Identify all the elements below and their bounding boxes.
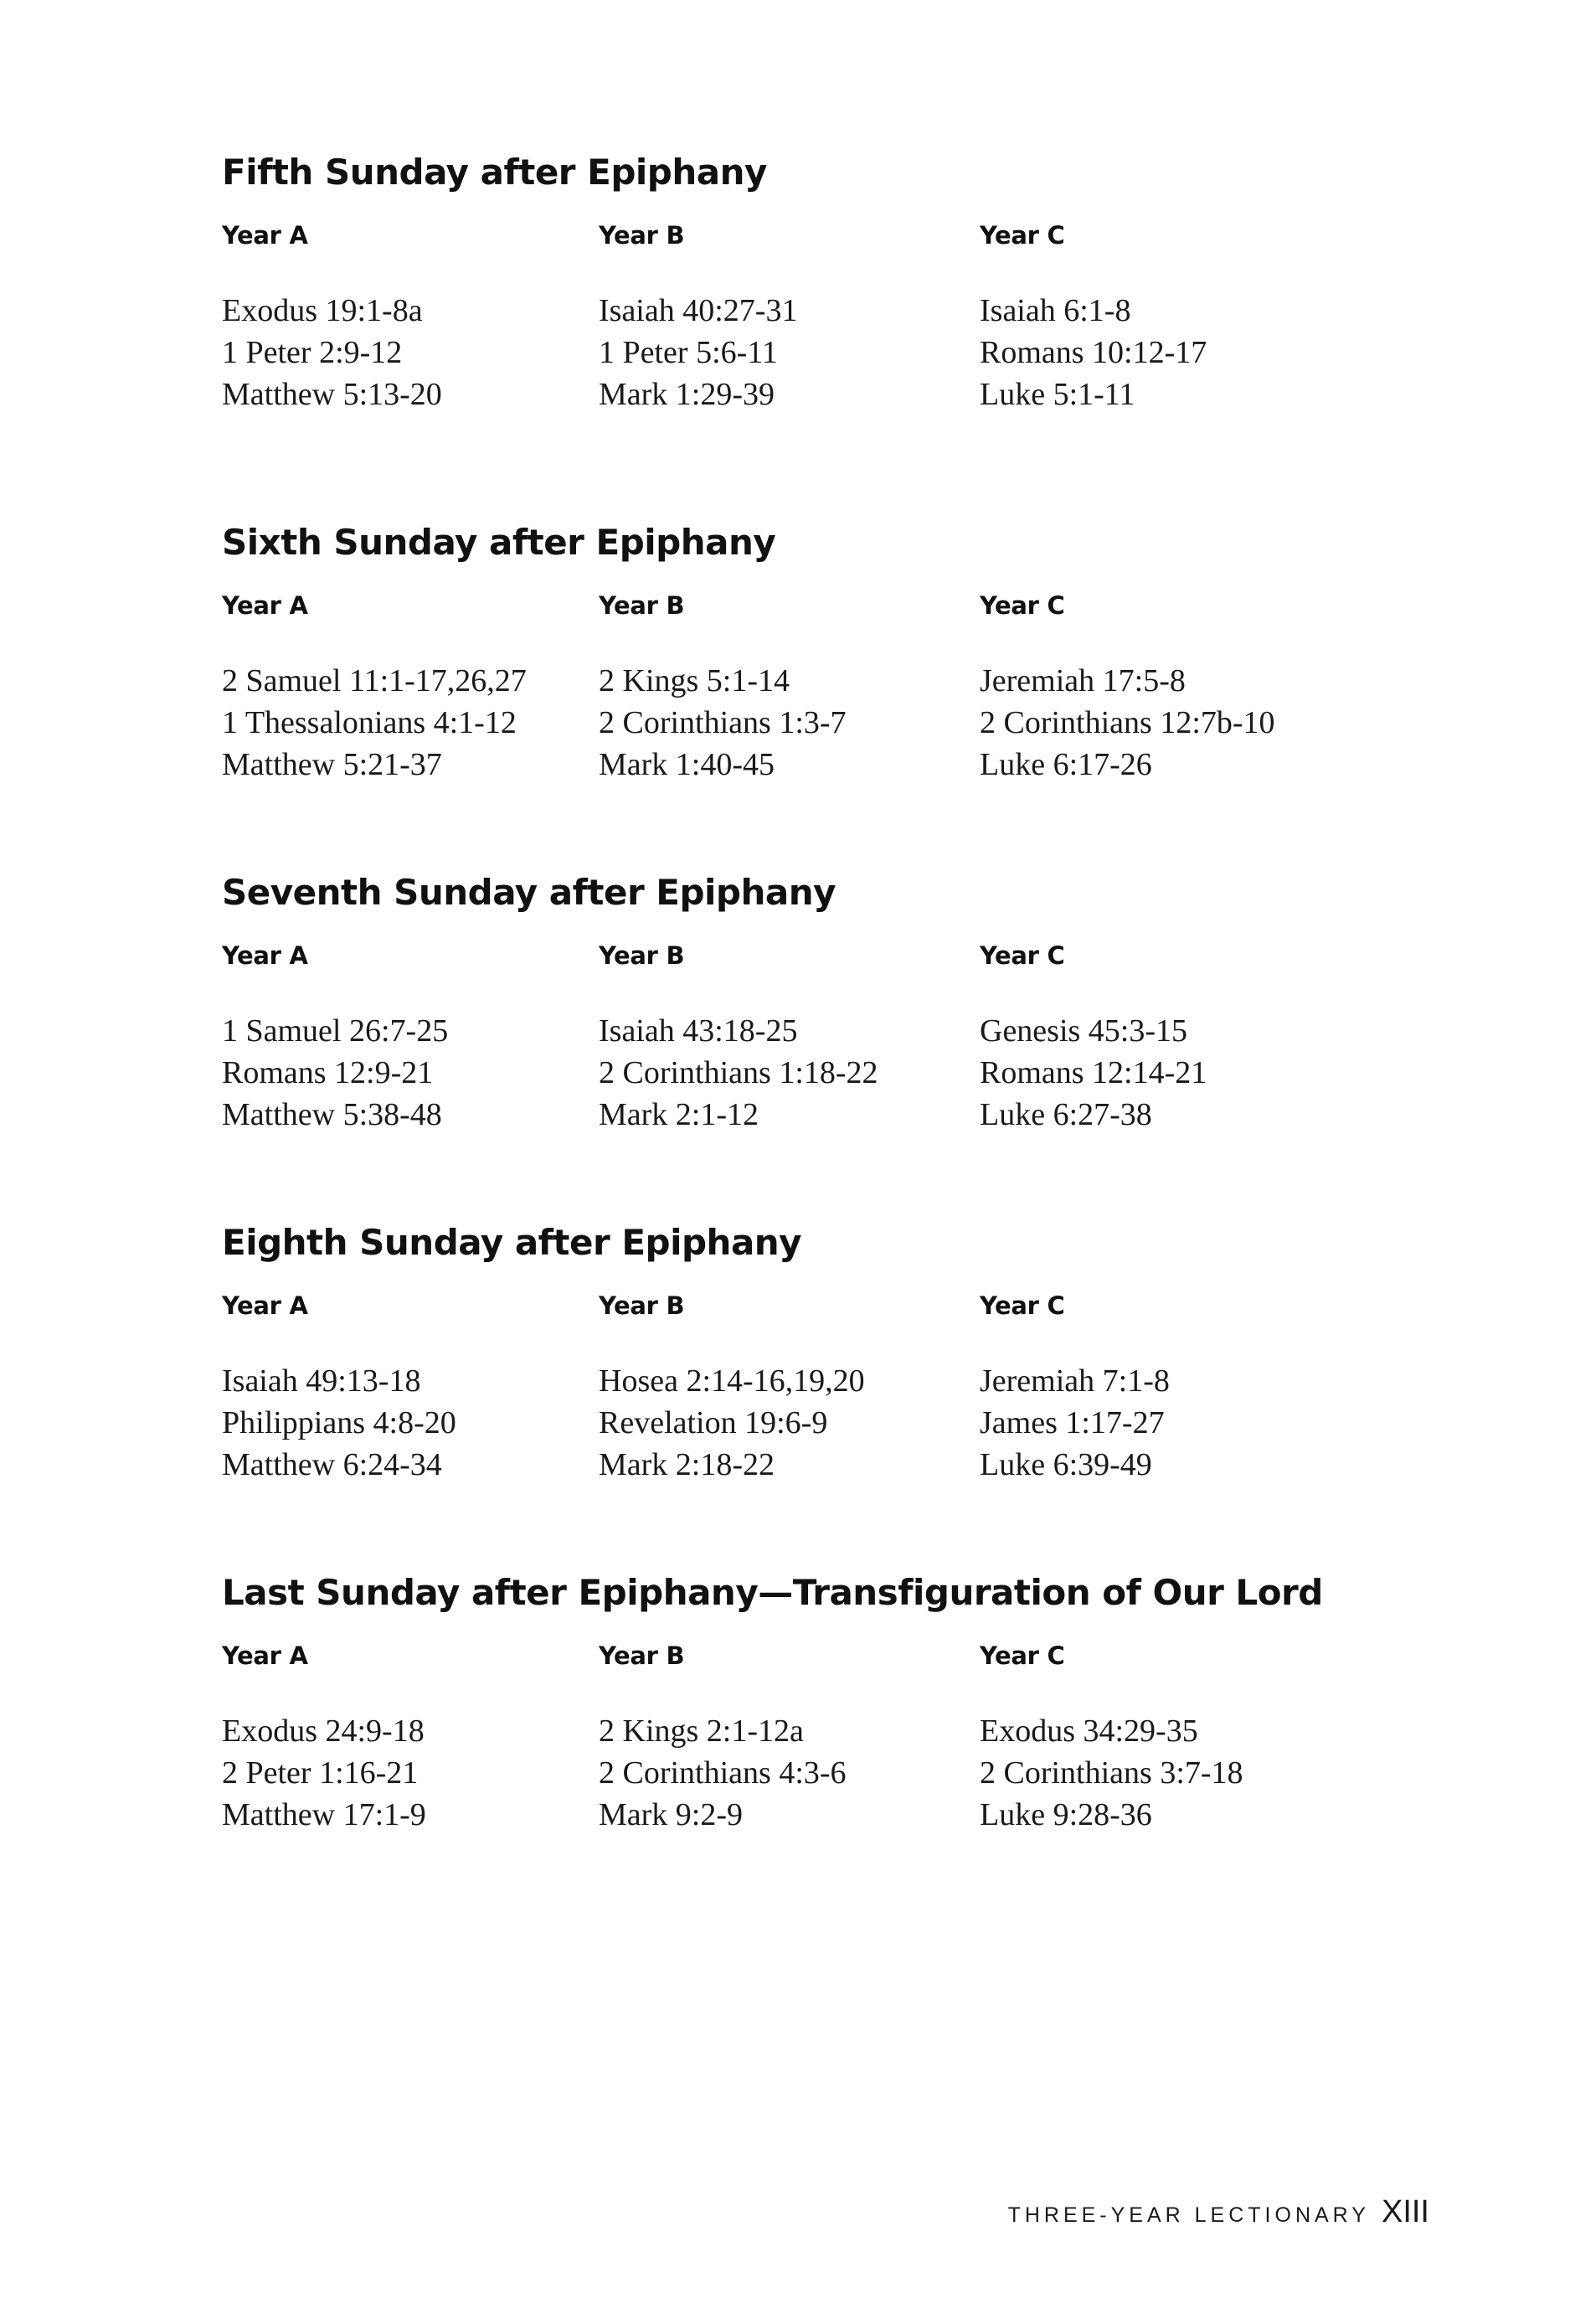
reading: Exodus 24:9-18 bbox=[222, 1713, 425, 1749]
year-a-column bbox=[222, 940, 590, 1136]
reading: Isaiah 49:13-18 bbox=[222, 1363, 421, 1399]
reading: Luke 5:1-11 bbox=[980, 377, 1135, 412]
reading: 2 Samuel 11:1-17,26,27 bbox=[222, 663, 527, 698]
reading: Isaiah 43:18-25 bbox=[599, 1013, 798, 1049]
year-label: Year B bbox=[599, 591, 685, 620]
reading: 1 Peter 2:9-12 bbox=[222, 335, 403, 370]
reading: Matthew 5:21-37 bbox=[222, 747, 442, 782]
year-label: Year C bbox=[980, 941, 1065, 970]
year-a-column bbox=[222, 590, 590, 786]
year-label: Year C bbox=[980, 221, 1065, 250]
page-number: XIII bbox=[1381, 2194, 1429, 2229]
readings-list bbox=[980, 290, 1348, 415]
reading: Exodus 19:1-8a bbox=[222, 293, 423, 328]
reading: Matthew 6:24-34 bbox=[222, 1447, 442, 1482]
year-c-column bbox=[980, 940, 1348, 1136]
reading: Mark 1:29-39 bbox=[599, 377, 775, 412]
year-c-column bbox=[980, 1640, 1348, 1836]
section-title: Fifth Sunday after Epiphany bbox=[222, 152, 767, 193]
reading: Matthew 17:1-9 bbox=[222, 1797, 426, 1832]
readings-list bbox=[222, 1360, 590, 1486]
reading: James 1:17-27 bbox=[980, 1405, 1165, 1440]
year-label: Year C bbox=[980, 1641, 1065, 1670]
reading: Romans 10:12-17 bbox=[980, 335, 1207, 370]
readings-list bbox=[222, 660, 590, 786]
readings-list bbox=[980, 1010, 1348, 1136]
year-a-column bbox=[222, 219, 590, 415]
reading: 2 Kings 5:1-14 bbox=[599, 663, 790, 698]
reading: Jeremiah 17:5-8 bbox=[980, 663, 1186, 698]
section-title: Sixth Sunday after Epiphany bbox=[222, 522, 776, 563]
reading: Mark 9:2-9 bbox=[599, 1797, 744, 1832]
year-a-column bbox=[222, 1640, 590, 1836]
reading: Luke 6:27-38 bbox=[980, 1097, 1152, 1132]
running-footer-title: THREE-YEAR LECTIONARY bbox=[1007, 2203, 1370, 2227]
reading: Mark 2:1-12 bbox=[599, 1097, 759, 1132]
year-b-column bbox=[599, 940, 967, 1136]
readings-list bbox=[599, 1360, 967, 1486]
reading: Isaiah 40:27-31 bbox=[599, 293, 798, 328]
reading: 2 Corinthians 1:3-7 bbox=[599, 705, 847, 740]
year-label: Year C bbox=[980, 1291, 1065, 1320]
reading: Hosea 2:14-16,19,20 bbox=[599, 1363, 865, 1399]
readings-list bbox=[980, 1360, 1348, 1486]
reading: Luke 6:39-49 bbox=[980, 1447, 1152, 1482]
readings-list bbox=[599, 290, 967, 415]
section-title: Seventh Sunday after Epiphany bbox=[222, 872, 836, 913]
year-c-column bbox=[980, 590, 1348, 786]
page-footer bbox=[1008, 2194, 1429, 2230]
reading: 2 Kings 2:1-12a bbox=[599, 1713, 804, 1749]
year-c-column bbox=[980, 1290, 1348, 1486]
year-a-column bbox=[222, 1290, 590, 1486]
year-label: Year A bbox=[222, 1641, 308, 1670]
reading: 2 Corinthians 1:18-22 bbox=[599, 1055, 878, 1090]
section-title: Eighth Sunday after Epiphany bbox=[222, 1222, 802, 1263]
reading: Philippians 4:8-20 bbox=[222, 1405, 456, 1440]
section-title: Last Sunday after Epiphany—Transfiguration of Our Lord bbox=[222, 1572, 1323, 1613]
readings-list bbox=[222, 290, 590, 415]
reading: Jeremiah 7:1-8 bbox=[980, 1363, 1170, 1399]
year-label: Year B bbox=[599, 221, 685, 250]
readings-list bbox=[980, 1710, 1348, 1836]
year-label: Year A bbox=[222, 1291, 308, 1320]
reading: 1 Samuel 26:7-25 bbox=[222, 1013, 449, 1049]
reading: Romans 12:9-21 bbox=[222, 1055, 434, 1090]
readings-list bbox=[599, 1010, 967, 1136]
reading: Matthew 5:13-20 bbox=[222, 377, 442, 412]
reading: Luke 9:28-36 bbox=[980, 1797, 1152, 1832]
year-label: Year B bbox=[599, 1291, 685, 1320]
reading: 1 Thessalonians 4:1-12 bbox=[222, 705, 517, 740]
year-c-column bbox=[980, 219, 1348, 415]
year-b-column bbox=[599, 1290, 967, 1486]
reading: 2 Peter 1:16-21 bbox=[222, 1755, 419, 1791]
year-label: Year B bbox=[599, 1641, 685, 1670]
year-label: Year B bbox=[599, 941, 685, 970]
reading: Genesis 45:3-15 bbox=[980, 1013, 1188, 1049]
reading: Matthew 5:38-48 bbox=[222, 1097, 442, 1132]
reading: 1 Peter 5:6-11 bbox=[599, 335, 778, 370]
year-label: Year C bbox=[980, 591, 1065, 620]
year-b-column bbox=[599, 219, 967, 415]
reading: Romans 12:14-21 bbox=[980, 1055, 1207, 1090]
year-label: Year A bbox=[222, 591, 308, 620]
reading: Revelation 19:6-9 bbox=[599, 1405, 828, 1440]
reading: Mark 2:18-22 bbox=[599, 1447, 775, 1482]
reading: Exodus 34:29-35 bbox=[980, 1713, 1198, 1749]
readings-list bbox=[599, 1710, 967, 1836]
readings-list bbox=[222, 1710, 590, 1836]
reading: 2 Corinthians 12:7b-10 bbox=[980, 705, 1275, 740]
reading: 2 Corinthians 4:3-6 bbox=[599, 1755, 847, 1791]
reading: 2 Corinthians 3:7-18 bbox=[980, 1755, 1243, 1791]
year-b-column bbox=[599, 1640, 967, 1836]
year-label: Year A bbox=[222, 221, 308, 250]
year-b-column bbox=[599, 590, 967, 786]
readings-list bbox=[222, 1010, 590, 1136]
reading: Mark 1:40-45 bbox=[599, 747, 775, 782]
reading: Luke 6:17-26 bbox=[980, 747, 1152, 782]
reading: Isaiah 6:1-8 bbox=[980, 293, 1131, 328]
year-label: Year A bbox=[222, 941, 308, 970]
readings-list bbox=[599, 660, 967, 786]
readings-list bbox=[980, 660, 1348, 786]
